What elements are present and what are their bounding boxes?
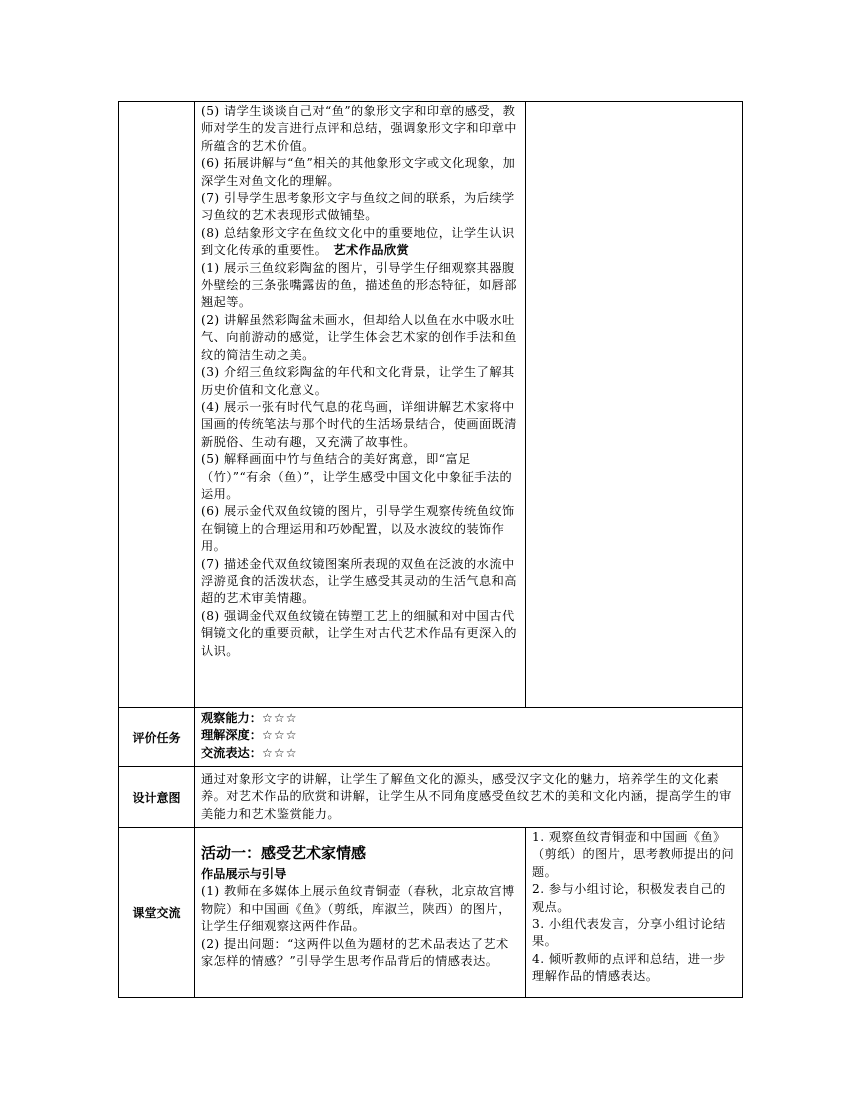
paragraph: (5) 解释画面中竹与鱼结合的美好寓意，即“富足（竹）”“有余（鱼）”，让学生感受中国文化中象征手法的运用。 [201, 452, 513, 501]
paragraph: (5) 请学生谈谈自己对“鱼”的象形文字和印章的感受，教师对学生的发言进行点评和总结，强调象形文字和印章中所蕴含的艺术价值。 [201, 104, 517, 153]
evaluation-label: 评价任务 [119, 708, 195, 767]
evaluation-content [195, 708, 743, 767]
design-intent-content [195, 767, 743, 828]
activity-subtitle: 作品展示与引导 [201, 867, 287, 881]
paragraph: (4) 展示一张有时代气息的花鸟画，详细讲解艺术家将中国画的传统笔法与那个时代的生活场景结合，使画面既清新脱俗、生动有趣，又充满了故事性。 [201, 399, 517, 449]
paragraph: (6) 拓展讲解与“鱼”相关的其他象形文字或文化现象，加深学生对鱼文化的理解。 [201, 156, 516, 188]
rating-observation [201, 710, 736, 727]
star-rating: ☆☆☆ [261, 711, 298, 725]
section-title-art-appreciation: 艺术作品欣赏 [333, 243, 410, 258]
evaluation-row [119, 708, 743, 767]
paragraph: (8) 强调金代双鱼纹镜在铸塑工艺上的细腻和对中国古代铜镜文化的重要贡献，让学生对古代艺术作品有更深入的认识。 [201, 608, 517, 658]
label-cell-empty [119, 102, 195, 708]
lesson-plan-table [118, 101, 743, 998]
classroom-exchange-label: 课堂交流 [119, 828, 195, 998]
teaching-process-row [119, 102, 743, 708]
student-step: 4. 倾听教师的点评和总结，进一步理解作品的情感表达。 [532, 951, 726, 984]
design-intent-row [119, 767, 743, 828]
rating-name: 理解深度： [201, 728, 262, 743]
star-rating: ☆☆☆ [261, 728, 298, 743]
paragraph: (1) 展示三鱼纹彩陶盆的图片，引导学生仔细观察其器腹外壁绘的三条张嘴露齿的鱼，描述鱼的形态特征，如唇部翘起等。 [201, 260, 517, 310]
rating-understanding [201, 727, 736, 744]
activity-title: 活动一：感受艺术家情感 [201, 844, 367, 862]
classroom-exchange-row [119, 828, 743, 998]
paragraph: (2) 讲解虽然彩陶盆未画水，但却给人以鱼在水中吸水吐气、向前游动的感觉，让学生体会艺术家的创作手法和鱼纹的简洁生动之美。 [201, 312, 517, 362]
classroom-teacher-cell [195, 828, 526, 998]
star-rating: ☆☆☆ [261, 745, 298, 760]
paragraph: (1) 教师在多媒体上展示鱼纹青铜壶（春秋，北京故宫博物院）和中国画《鱼》（剪纸，库淑兰，陕西）的图片，让学生仔细观察这两件作品。 [201, 884, 515, 934]
paragraph-text: (8) 总结象形文字在鱼纹文化中的重要地位，让学生认识到文化传承的重要性。 [201, 225, 515, 258]
paragraph: (7) 引导学生思考象形文字与鱼纹之间的联系，为后续学习鱼纹的艺术表现形式做铺垫。 [201, 191, 515, 223]
paragraph: (7) 描述金代双鱼纹镜图案所表现的双鱼在泛波的水流中浮游觅食的活泼状态，让学生感受其灵动的生活气息和高超的艺术审美情趣。 [201, 556, 517, 606]
paragraph: (2) 提出问题：“这两件以鱼为题材的艺术品表达了艺术家怎样的情感？”引导学生思考作品背后的情感表达。 [201, 936, 509, 969]
teacher-activity-cell [195, 102, 526, 708]
classroom-student-cell [526, 828, 743, 998]
student-step: 1. 观察鱼纹青铜壶和中国画《鱼》（剪纸）的图片，思考教师提出的问题。 [532, 830, 735, 879]
design-intent-text: 通过对象形文字的讲解，让学生了解鱼文化的源头，感受汉字文化的魅力，培养学生的文化素养。对艺术作品的欣赏和讲解，让学生从不同角度感受鱼纹艺术的美和文化内涵，提高学生的审美能力和艺术鉴赏能力。 [201, 772, 732, 821]
paragraph [201, 225, 519, 260]
rating-communication [201, 745, 736, 762]
student-step: 2. 参与小组讨论，积极发表自己的观点。 [532, 882, 726, 914]
rating-name: 观察能力： [201, 711, 262, 725]
paragraph: (6) 展示金代双鱼纹镜的图片，引导学生观察传统鱼纹饰在铜镜上的合理运用和巧妙配置，以及水波纹的装饰作用。 [201, 504, 515, 554]
student-activity-cell-empty [526, 102, 743, 708]
design-intent-label: 设计意图 [119, 767, 195, 828]
student-step: 3. 小组代表发言，分享小组讨论结果。 [532, 917, 726, 949]
rating-name: 交流表达： [201, 745, 262, 760]
paragraph: (3) 介绍三鱼纹彩陶盆的年代和文化背景，让学生了解其历史价值和文化意义。 [201, 365, 515, 397]
